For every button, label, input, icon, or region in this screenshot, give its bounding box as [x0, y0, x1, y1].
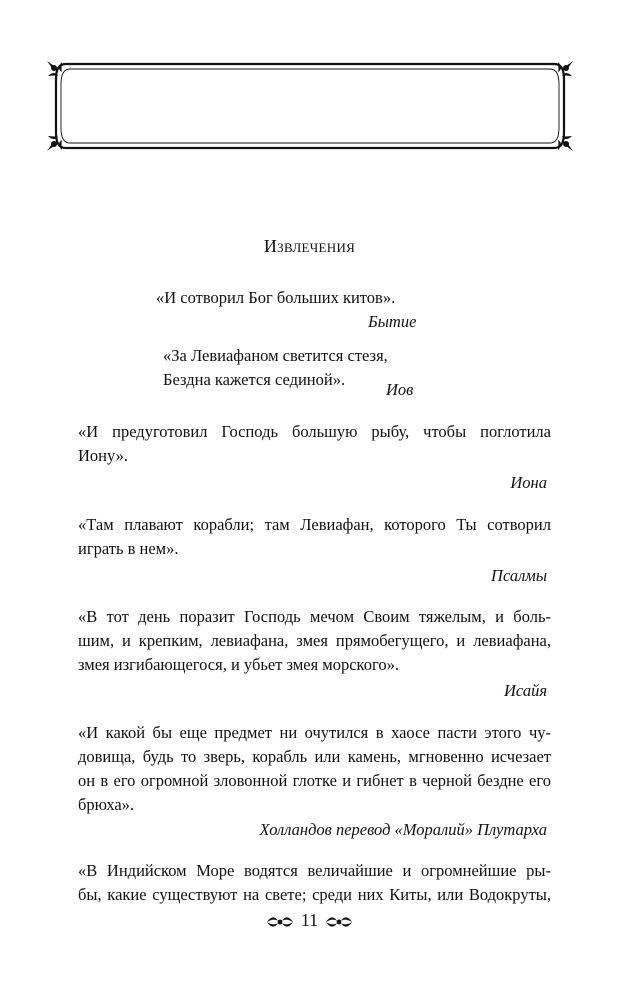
quote-1-source: Бытие: [368, 312, 417, 331]
quote-6-line-1: «И какой бы еще предмет ни очутился в хаосе пасти этого чу-: [78, 723, 551, 742]
fleuron-icon: [324, 915, 354, 929]
page-number: 11: [300, 910, 319, 930]
quote-1-line-1: «И сотворил Бог больших китов».: [156, 288, 396, 307]
quote-7-line-1: «В Индийском Море водятся величайшие и огромнейшие ры-: [78, 861, 551, 880]
quote-4-line-2: играть в нем».: [78, 539, 179, 558]
fleuron-icon: [265, 915, 295, 929]
quote-6-line-4: брюха».: [78, 795, 135, 814]
quote-4-line-1: «Там плавают корабли; там Левиафан, которого Ты сотворил: [78, 515, 551, 534]
page-footer: [0, 910, 619, 931]
quote-5-line-2: шим, и крепким, левиафана, змея прямобегущего, и левиафана,: [78, 631, 551, 650]
quote-3-source: Иона: [510, 473, 547, 492]
quote-3-line-2: Иону».: [78, 446, 129, 465]
ornamental-header-frame: [44, 58, 576, 154]
quote-7-line-2: бы, какие существуют на свете; среди них Киты, или Водокруты,: [78, 885, 551, 904]
quote-2-source: Иов: [386, 380, 414, 399]
corner-ornament-icon: [47, 61, 62, 76]
quote-5-line-3: змея изгибающегося, и убьет змея морского».: [78, 655, 399, 674]
corner-ornament-icon: [47, 136, 62, 151]
quote-2-line-1: «За Левиафаном светится стезя,: [163, 346, 388, 365]
corner-ornament-icon: [558, 136, 573, 151]
quote-3-line-1: «И предуготовил Господь большую рыбу, чтобы поглотила: [78, 422, 551, 441]
corner-ornament-icon: [558, 61, 573, 76]
quote-6-line-3: он в его огромной зловонной глотке и гибнет в черной бездне его: [78, 771, 551, 790]
quote-4-source: Псалмы: [491, 566, 547, 585]
quote-6-source: Холландов перевод «Моралий» Плутарха: [259, 820, 547, 839]
section-heading: Извлечения: [263, 236, 356, 256]
quote-5-line-1: «В тот день поразит Господь мечом Своим тяжелым, и боль-: [78, 607, 551, 626]
quote-2-line-2: Бездна кажется сединой».: [163, 370, 346, 389]
quote-6-line-2: довища, будь то зверь, корабль или камень, мгновенно исчезает: [78, 747, 551, 766]
quote-5-source: Исайя: [504, 681, 547, 700]
